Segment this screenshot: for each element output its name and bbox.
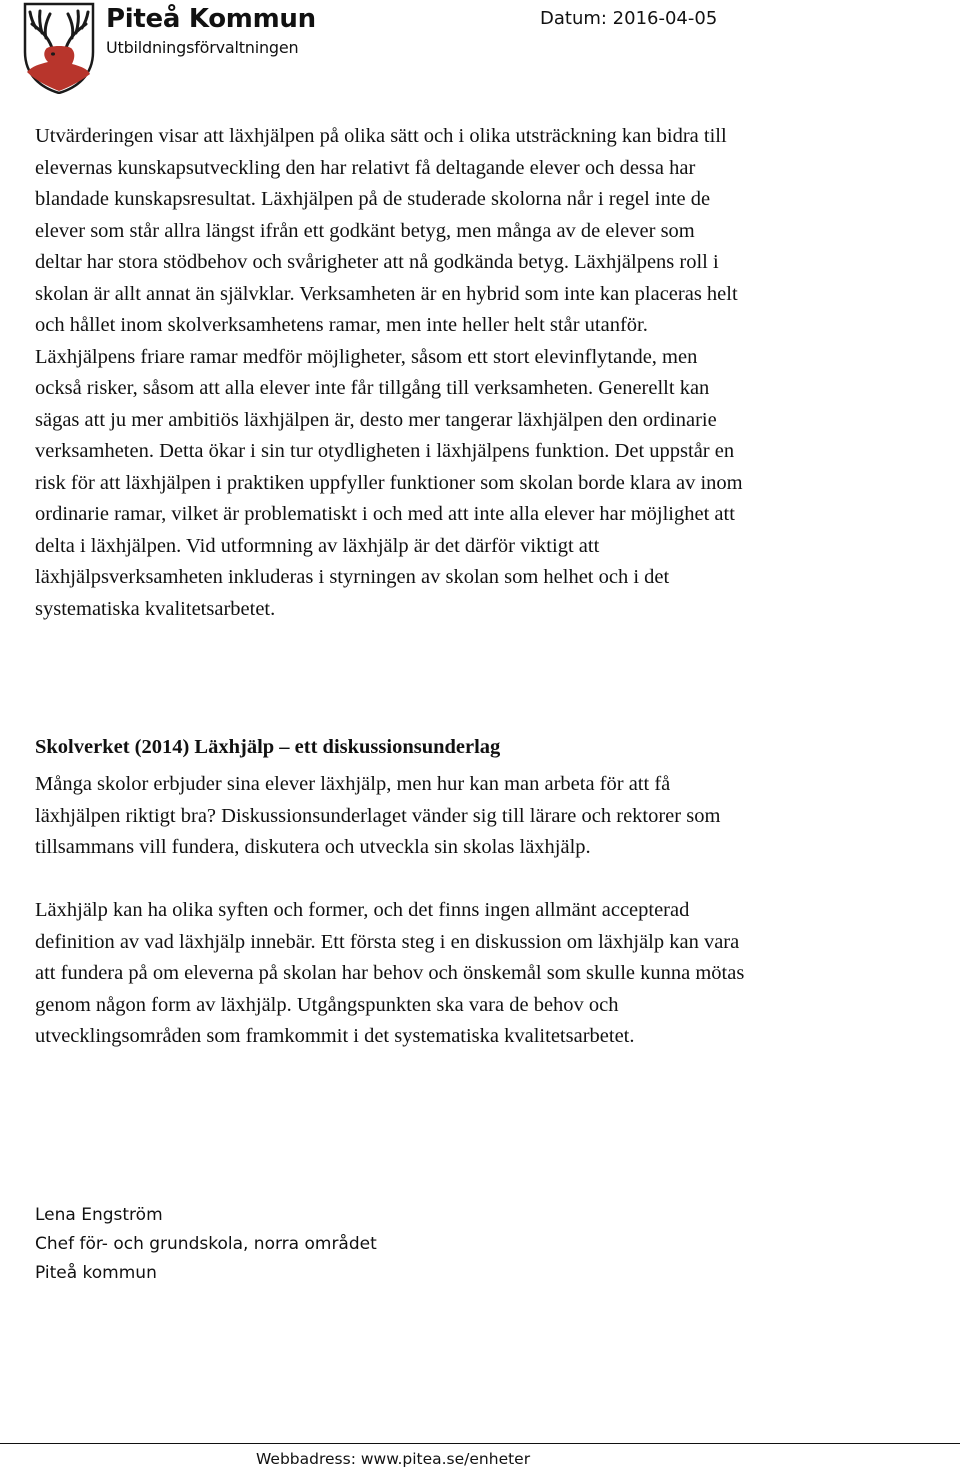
organization-name: Piteå Kommun — [106, 4, 316, 34]
signature-block — [35, 1201, 377, 1288]
paragraph-evaluation: Utvärderingen visar att läxhjälpen på olika sätt och i olika utsträckning kan bidra till elevernas kunskapsutveckling den har relativt få deltagande elever och dessa har blandade kunskapsresultat. Läxhjälpen på de studerade skolorna når i regel inte de elever som står allra längst ifrån ett godkänt betyg, men många av de elever som deltar har stora stödbehov och svårigheter att nå godkända betyg. Läxhjälpens roll i skolan är allt annat än självklar. Verksamheten är en hybrid som inte kan placeras helt och hållet inom skolverksamhetens ramar, men inte heller helt står utanför. Läxhjälpens friare ramar medför möjligheter, såsom ett stort elevinflytande, men också risker, såsom att alla elever inte får tillgång till verksamheten. Generellt kan sägas att ju mer ambitiös läxhjälpen är, desto mer tangerar läxhjälpen den ordinarie verksamheten. Detta ökar i sin tur otydligheten i läxhjälpens funktion. Det uppstår en risk för att läxhjälpen i praktiken uppfyller funktioner som skolan borde klara av inom ordinarie ramar, vilket är problematiskt i och med att inte alla elever har möjlighet att delta i läxhjälpen. Vid utformning av läxhjälp är det därför viktigt att läxhjälpsverksamheten inkluderas i styrningen av skolan som helhet och i det systematiska kvalitetsarbetet. — [35, 125, 743, 620]
signature-name: Lena Engström — [35, 1205, 163, 1225]
document-date: Datum: 2016-04-05 — [540, 8, 718, 29]
signature-title: Chef för- och grundskola, norra området — [35, 1234, 377, 1254]
footer-divider — [0, 1443, 960, 1444]
reindeer-crest-icon — [22, 2, 96, 94]
department-name: Utbildningsförvaltningen — [106, 38, 299, 57]
footer-web-address: Webbadress: www.pitea.se/enheter — [256, 1450, 531, 1468]
signature-org: Piteå kommun — [35, 1263, 157, 1283]
organization-block — [106, 2, 316, 59]
paragraph-discussion-intro: Många skolor erbjuder sina elever läxhjälp, men hur kan man arbeta för att få läxhjälpen riktigt bra? Diskussionsunderlaget vänder sig till lärare och rektorer som tillsammans vill fundera, diskutera och utveckla sin skolas läxhjälp. — [35, 773, 721, 858]
paragraph-definition: Läxhjälp kan ha olika syften och former, och det finns ingen allmänt accepterad definition av vad läxhjälp innebär. Ett första steg i en diskussion om läxhjälp kan vara att fundera på om eleverna på skolan har behov och önskemål som skulle kunna mötas genom någon form av läxhjälp. Utgångspunkten ska vara de behov och utvecklingsområden som framkommit i det systematiska kvalitetsarbetet. — [35, 899, 745, 1047]
section-heading: Skolverket (2014) Läxhjälp – ett diskussionsunderlag — [35, 736, 501, 758]
